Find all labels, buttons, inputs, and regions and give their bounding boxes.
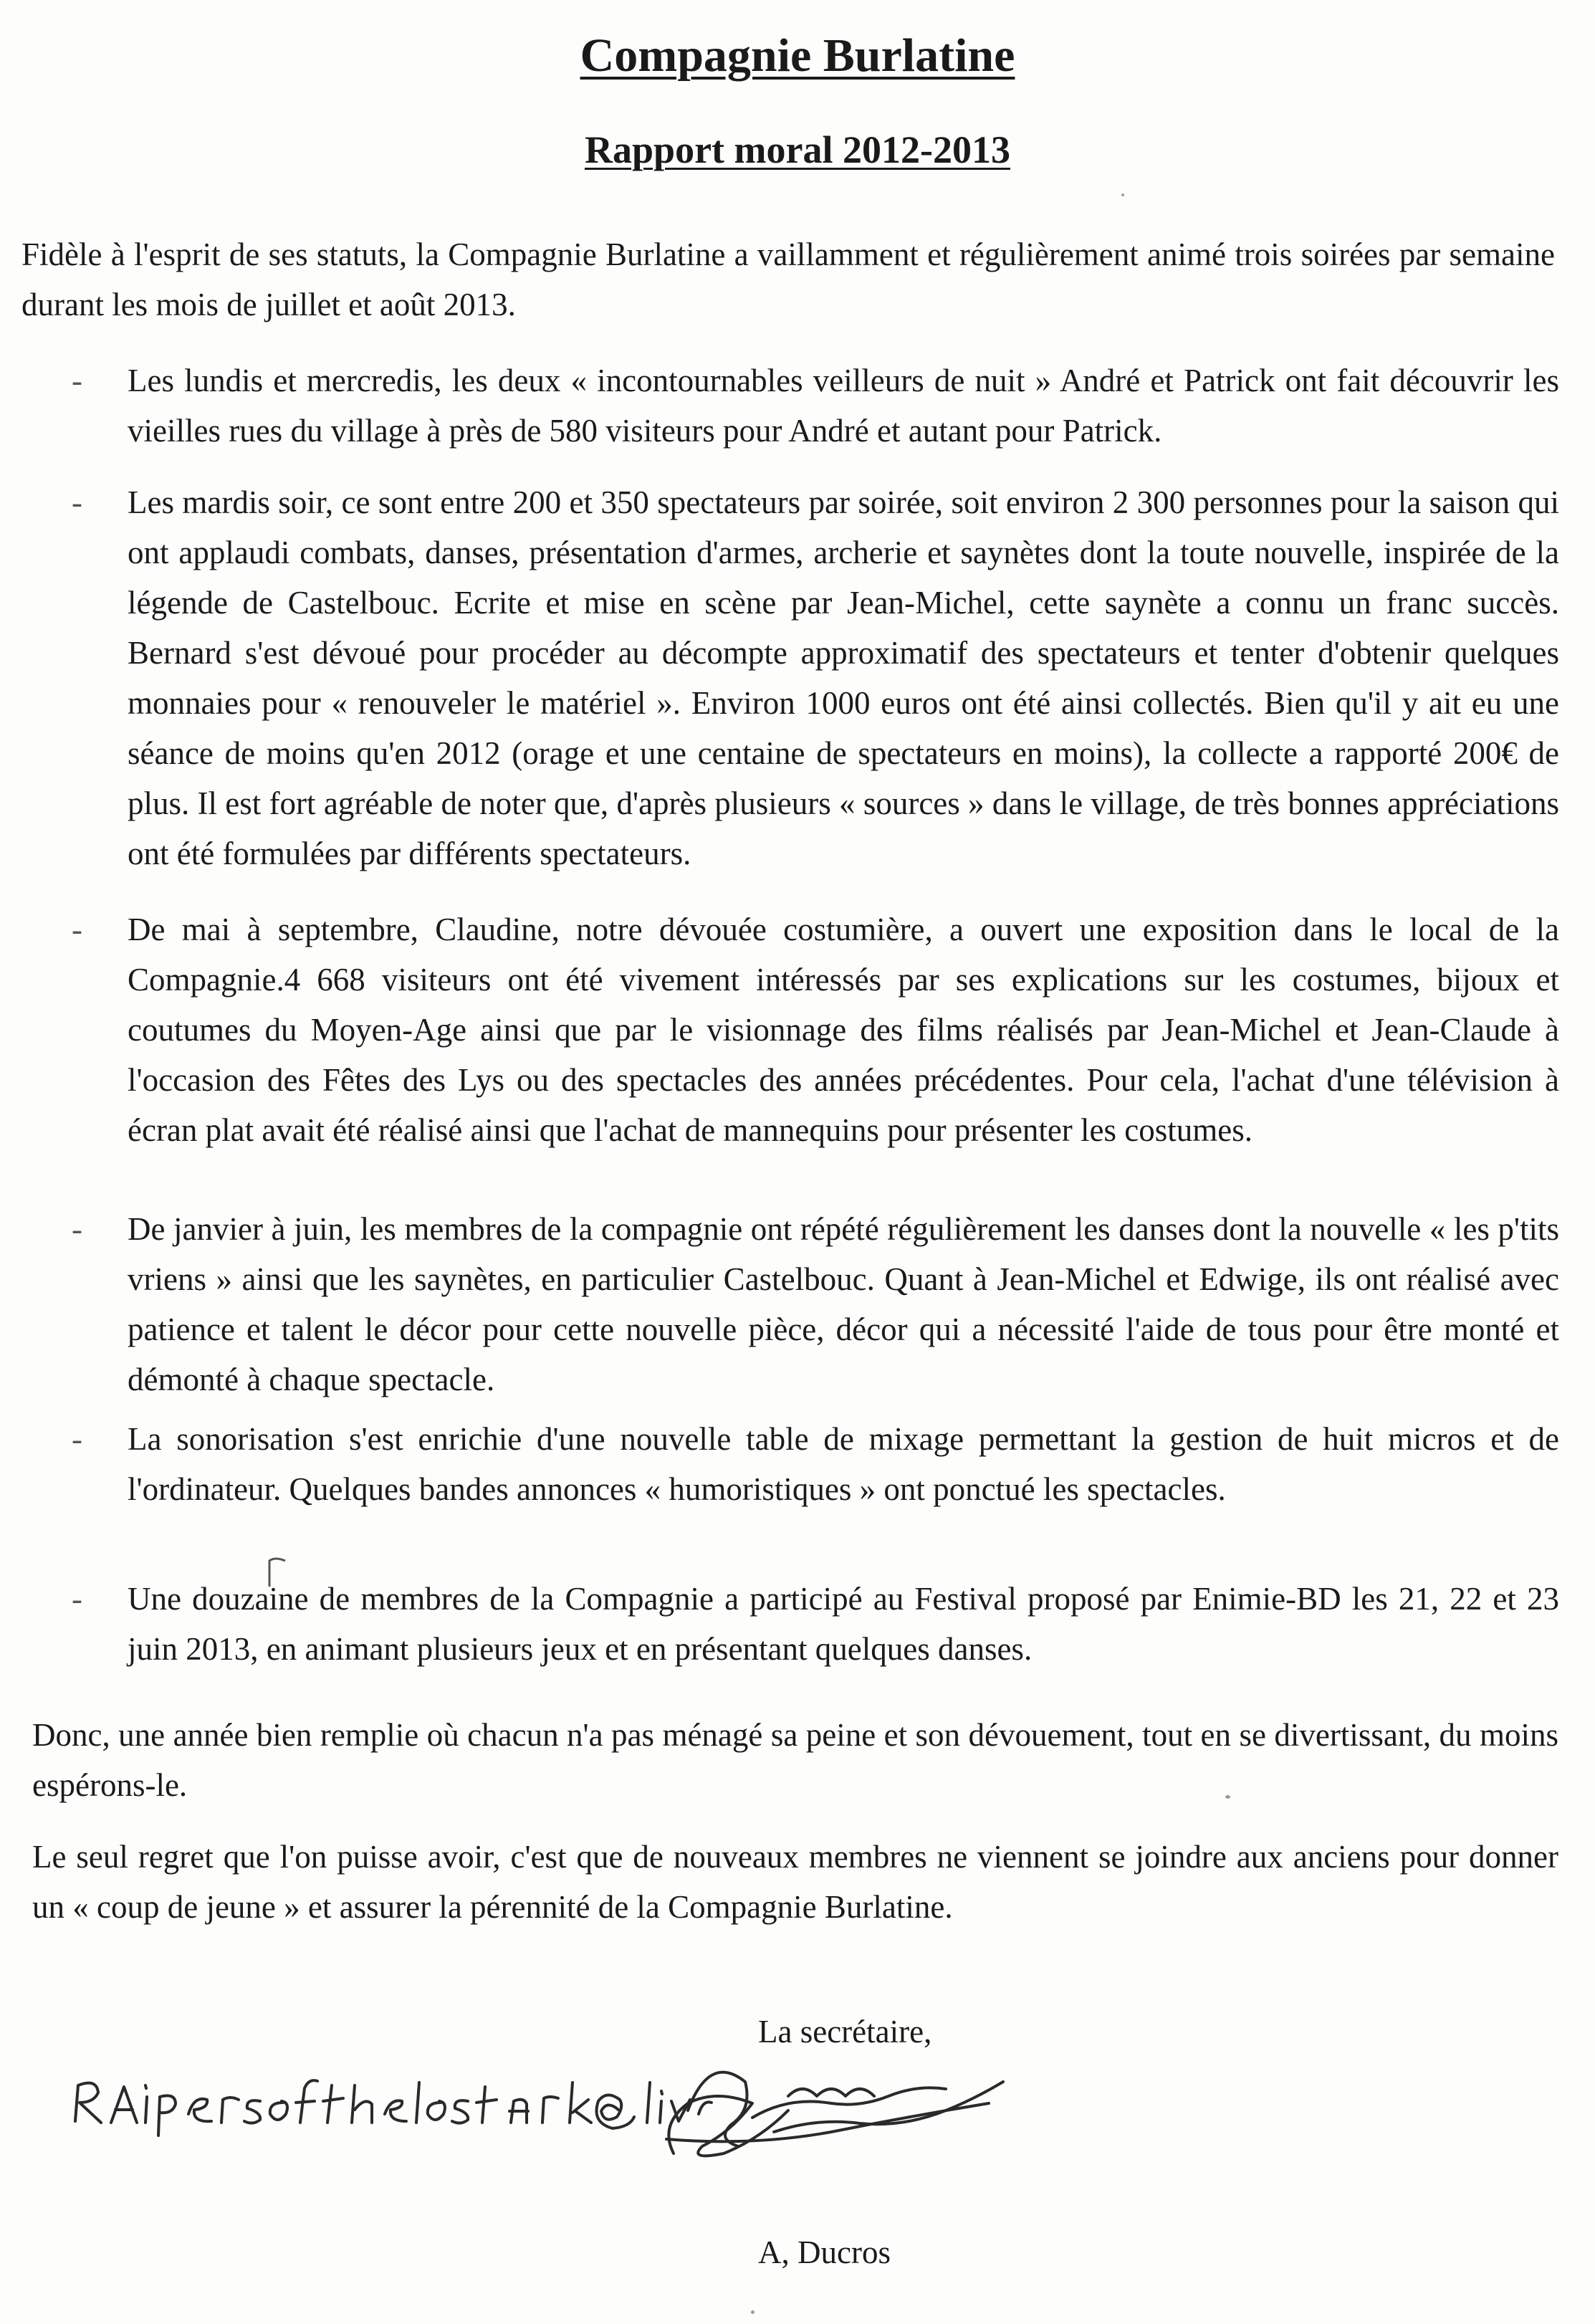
bullet-marker: - — [72, 1581, 82, 1617]
document-title: Compagnie Burlatine — [580, 29, 1015, 82]
signature-scribble — [645, 2039, 1017, 2182]
handwritten-email — [68, 2057, 713, 2150]
bullet-text: De mai à septembre, Claudine, notre dévouée costumière, a ouvert une exposition dans le local de la Compagnie.4 668 visiteurs ont été vivement intéressés par ses explications sur les costumes, bijoux et coutumes du Moyen-Age ainsi que par le visionnage des films réalisés par Jean-Michel et Jean-Claude à l'occasion des Fêtes des Lys ou des spectacles des années précédentes. Pour cela, l'achat d'une télévision à écran plat avait été réalisé ainsi que l'achat de mannequins pour présenter les costumes. — [128, 912, 1559, 1148]
bullet-marker: - — [72, 1421, 82, 1457]
bullet-marker: - — [72, 1211, 82, 1247]
bullet-text: Les lundis et mercredis, les deux « incontournables veilleurs de nuit » André et Patrick ont fait découvrir les vieilles rues du village à près de 580 visiteurs pour André et autant pour Patrick. — [128, 363, 1559, 449]
bullet-text: Les mardis soir, ce sont entre 200 et 350 spectateurs par soirée, soit environ 2 300 personnes pour la saison qui ont applaudi combats, danses, présentation d'armes, archerie et saynètes dont la toute nouvelle, inspirée de la légende de Castelbouc. Ecrite et mise en scène par Jean-Michel, cette saynète a connu un franc succès. Bernard s'est dévoué pour procéder au décompte approximatif des spectateurs et tenter d'obtenir quelques monnaies pour « renouveler le matériel ». Environ 1000 euros ont été ainsi collectés. Bien qu'il y ait eu une séance de moins qu'en 2012 (orage et une centaine de spectateurs en moins), la collecte a rapporté 200€ de plus. Il est fort agréable de noter que, d'après plusieurs « sources » dans le village, de très bonnes appréciations ont été formulées par différents spectateurs. — [128, 484, 1559, 871]
signatory-name: A, Ducros — [758, 2234, 891, 2270]
stray-pen-mark — [265, 1555, 294, 1591]
signature-label: La secrétaire, — [758, 2014, 932, 2050]
bullet-text: De janvier à juin, les membres de la compagnie ont répété régulièrement les danses dont la nouvelle « les p'tits vriens » ainsi que les saynètes, en particulier Castelbouc. Quant à Jean-Michel et Edwige, ils ont réalisé avec patience et talent le décor pour cette nouvelle pièce, décor qui a nécessité l'aide de tous pour être monté et démonté à chaque spectacle. — [128, 1211, 1559, 1397]
regret-paragraph: Le seul regret que l'on puisse avoir, c'est que de nouveaux membres ne viennent se joindre aux anciens pour donner un « coup de jeune » et assurer la pérennité de la Compagnie Burlatine. — [32, 1839, 1558, 1925]
conclusion-paragraph: Donc, une année bien remplie où chacun n'a pas ménagé sa peine et son dévouement, tout en se divertissant, du moins espérons-le. — [32, 1717, 1558, 1803]
intro-paragraph: Fidèle à l'esprit de ses statuts, la Compagnie Burlatine a vaillamment et régulièrement animé trois soirées par semaine durant les mois de juillet et août 2013. — [21, 236, 1555, 322]
bullet-marker: - — [72, 912, 82, 947]
paper-speck — [751, 2310, 755, 2314]
document-subtitle: Rapport moral 2012-2013 — [585, 128, 1010, 171]
bullet-marker: - — [72, 363, 82, 398]
bullet-marker: - — [72, 484, 82, 520]
bullet-text: La sonorisation s'est enrichie d'une nouvelle table de mixage permettant la gestion de huit micros et de l'ordinateur. Quelques bandes annonces « humoristiques » ont ponctué les spectacles. — [128, 1421, 1559, 1507]
paper-speck — [1225, 1795, 1230, 1799]
bullet-text: Une douzaine de membres de la Compagnie a participé au Festival proposé par Enimie-BD les 21, 22 et 23 juin 2013, en animant plusieurs jeux et en présentant quelques danses. — [128, 1581, 1559, 1667]
paper-speck — [1121, 193, 1124, 196]
